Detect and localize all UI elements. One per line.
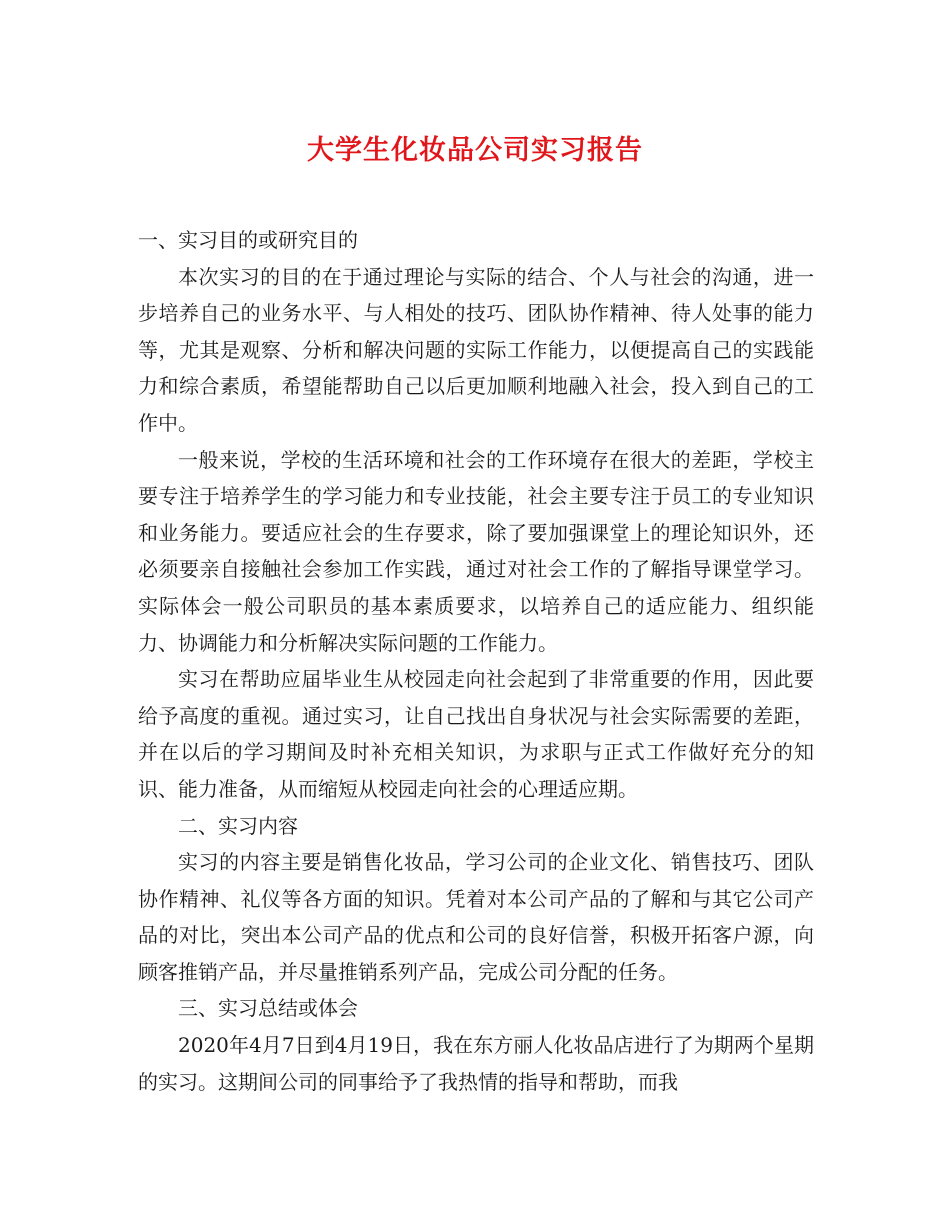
- section-heading-purpose: 一、实习目的或研究目的: [138, 228, 358, 252]
- paragraph-internship-content: 实习的内容主要是销售化妆品，学习公司的企业文化、销售技巧、团队协作精神、礼仪等各方面的知识。凭着对本公司产品的了解和与其它公司产品的对比，突出本公司产品的优点和公司的良好信誉，积极开拓客户源，向顾客推销产品，并尽量推销系列产品，完成公司分配的任务。: [138, 850, 814, 984]
- paragraph-internship-importance: 实习在帮助应届毕业生从校园走向社会起到了非常重要的作用，因此要给予高度的重视。通过实习，让自己找出自身状况与社会实际需要的差距，并在以后的学习期间及时补充相关知识，为求职与正式工作做好充分的知识、能力准备，从而缩短从校园走向社会的心理适应期。: [138, 667, 814, 801]
- document-body: [138, 222, 814, 1100]
- paragraph-summary: 2020年4月7日到4月19日，我在东方丽人化妆品店进行了为期两个星期的实习。这期间公司的同事给予了我热情的指导和帮助，而我: [138, 1033, 814, 1094]
- section-heading-content: 二、实习内容: [178, 813, 298, 838]
- paragraph-school-vs-society: 一般来说，学校的生活环境和社会的工作环境存在很大的差距，学校主要专注于培养学生的学习能力和专业技能，社会主要专注于员工的专业知识和业务能力。要适应社会的生存要求，除了要加强课堂上的理论知识外，还必须要亲自接触社会参加工作实践，通过对社会工作的了解指导课堂学习。实际体会一般公司职员的基本素质要求，以培养自己的适应能力、组织能力、协调能力和分析解决实际问题的工作能力。: [138, 447, 814, 655]
- paragraph-purpose: 本次实习的目的在于通过理论与实际的结合、个人与社会的沟通，进一步培养自己的业务水平、与人相处的技巧、团队协作精神、待人处事的能力等，尤其是观察、分析和解决问题的实际工作能力，以便提高自己的实践能力和综合素质，希望能帮助自己以后更加顺利地融入社会，投入到自己的工作中。: [138, 264, 814, 435]
- section-heading-summary: 三、实习总结或体会: [178, 996, 358, 1021]
- document-title: 大学生化妆品公司实习报告: [307, 135, 643, 166]
